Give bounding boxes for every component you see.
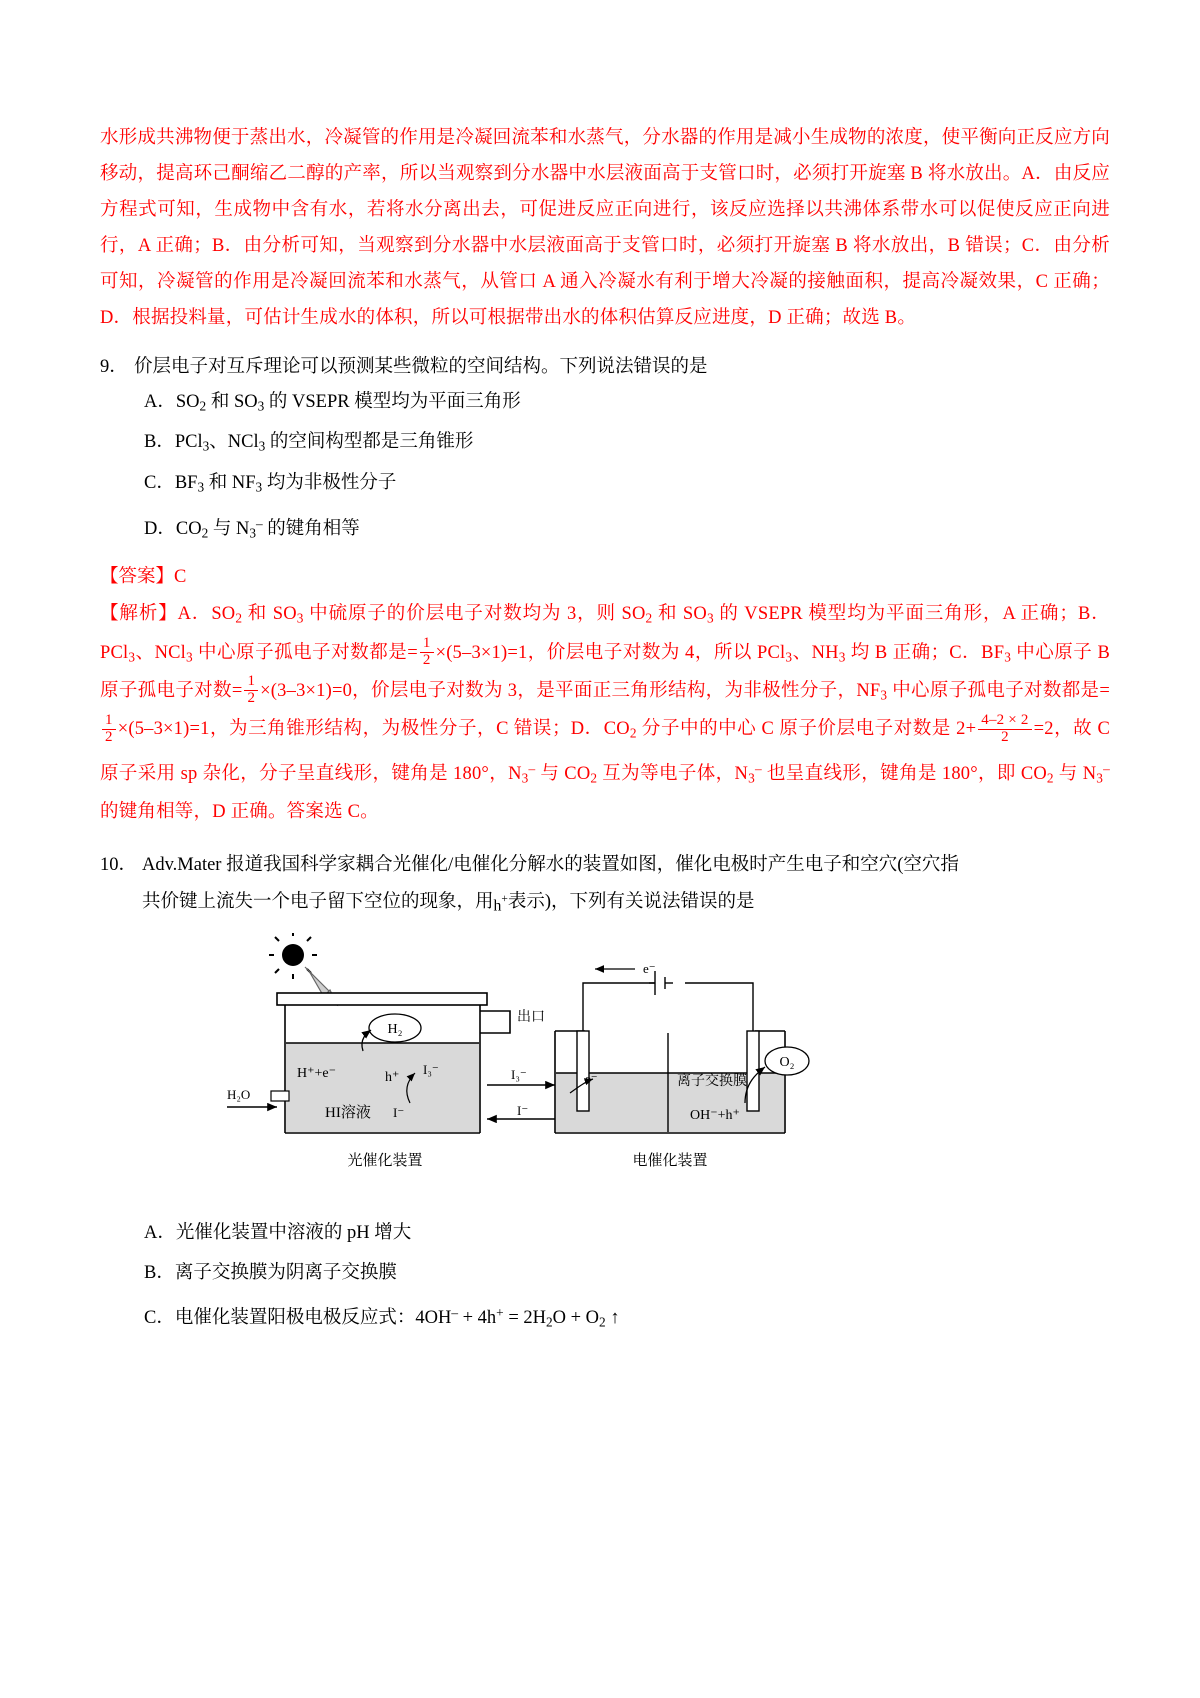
- option-a-text: $SO_2$ 和 $SO_3$ 的 VSEPR 模型均为平面三角形: [175, 392, 521, 414]
- i-minus-transfer-label: I⁻: [517, 1103, 529, 1119]
- membrane-label: 离子交换膜: [677, 1074, 747, 1090]
- i3-transfer-label: I₃⁻: [511, 1067, 527, 1083]
- q10-option-c-label: C．: [144, 1308, 175, 1329]
- fraction-4: [978, 713, 1031, 746]
- fraction-3-numerator: 1: [102, 713, 116, 730]
- hplus-e-label: H⁺+e⁻: [297, 1066, 336, 1082]
- question-9-analysis: [100, 597, 1110, 830]
- analysis-part-4: ×(5–3×1)=1，为三角锥形结构，为极性分子，C 错误；D．$CO_2$ 分子中的中心 C 原子价层电子对数是 2+: [117, 719, 977, 741]
- page-content: [100, 120, 1110, 1343]
- fraction-3: [102, 713, 116, 746]
- option-d-text: $CO_2$ 与 $N_3^-$ 的键角相等: [175, 515, 360, 541]
- external-circuit: [583, 971, 753, 1031]
- question-10-option-b: [144, 1253, 1110, 1293]
- analysis-part-5: =2，故 C 原子采用 sp 杂化，分子呈直线形，键角是 180°，$N_3^-$ 与 $CO_2$ 互为等电子体，$N_3^-$ 也呈直线形，键角是 180°，即 $CO_2$ 与 $N_3^-$ 的键角相等，D 正确。答案选 C。: [100, 719, 1110, 822]
- hi-solution-label: HI溶液: [325, 1105, 371, 1122]
- anode-electrode: [747, 1031, 759, 1111]
- fraction-1-denominator: 2: [422, 651, 431, 668]
- fraction-2-numerator: 1: [244, 674, 258, 691]
- question-10-option-a: [144, 1213, 1110, 1253]
- q10-option-b-label: B．: [144, 1263, 175, 1284]
- question-10-stem-row: [100, 848, 1110, 882]
- question-9-option-a: [144, 384, 1110, 424]
- question-9-option-c: [144, 465, 1110, 505]
- question-9-stem: 价层电子对互斥理论可以预测某些微粒的空间结构。下列说法错误的是: [134, 357, 708, 377]
- i-minus-left-label: I⁻: [393, 1105, 405, 1121]
- analysis-part-3: ×(3–3×1)=0，价层电子对数为 3，是平面正三角形结构，为非极性分子，$NF_3$ 中心原子孤电子对数都是=: [260, 680, 1110, 703]
- question-9-stem-row: [100, 350, 1110, 384]
- electron-label: e⁻: [643, 961, 656, 977]
- question-9-option-d: [144, 505, 1110, 551]
- fraction-1-numerator: 1: [420, 636, 434, 653]
- option-c-text: $BF_3$ 和 $NF_3$ 均为非极性分子: [174, 472, 397, 494]
- fraction-3-denominator: 2: [105, 728, 113, 745]
- question-10-options: [100, 1213, 1110, 1342]
- answer-label: 【答案】: [100, 567, 175, 588]
- fraction-2-denominator: 2: [247, 690, 256, 707]
- figure-photocatalysis-device: [100, 933, 1110, 1203]
- h2-label: H₂: [387, 1022, 403, 1038]
- explanation-top-text: 水形成共沸物便于蒸出水，冷凝管的作用是冷凝回流苯和水蒸气，分水器的作用是减小生成物的浓度，使平衡向正反应方向移动，提高环己酮缩乙二醇的产率，所以当观察到分水器中水层液面高于支管口时，必须打开旋塞 B 将水放出。A．由反应方程式可知，生成物中含有水，若将水分离出去，可促进反应正向进行，该反应选择以共沸体系带水可以促使反应正向进行，A 正确；B．由分析可知，当观察到分水器中水层液面高于支管口时，必须打开旋塞 B 将水放出，B 错误；C．由分析可知，冷凝管的作用是冷凝回流苯和水蒸气，从管口 A 通入冷凝水有利于增大冷凝的接触面积，提高冷凝效果，C 正确；D．根据投料量，可估计生成水的体积，所以可根据带出水的体积估算反应进度，D 正确；故选 B。: [100, 128, 1110, 328]
- fraction-1: [420, 636, 434, 669]
- q10-option-b-text: 离子交换膜为阴离子交换膜: [174, 1263, 397, 1284]
- analysis-part-1: A．$SO_2$ 和 $SO_3$ 中硫原子的价层电子对数均为 3，则 $SO_2$ 和 $SO_3$ 的 VSEPR 模型均为平面三角形，A 正确；B．PCl$_3$、NCl$_3$ 中心原子孤电子对数都是=: [100, 604, 1110, 664]
- question-10: [100, 848, 1110, 1343]
- fraction-4-denominator: 2: [1001, 728, 1009, 745]
- option-b-text: PCl$_3$、NCl$_3$ 的空间构型都是三角锥形: [174, 432, 474, 454]
- q10-option-c-text: 电催化装置阳极电极反应式：$4OH^- + 4h^+ = 2H_2O + O_2$ ↑: [174, 1305, 620, 1330]
- option-c-label: C．: [144, 472, 175, 493]
- question-10-number: 10．: [100, 854, 138, 875]
- question-9-number: 9．: [100, 357, 128, 377]
- question-10-stem-line1: Adv.Mater 报道我国科学家耦合光催化/电催化分解水的装置如图，催化电极时产生电子和空穴(空穴指: [142, 854, 959, 875]
- analysis-label: 【解析】: [100, 604, 178, 625]
- outlet-label: 出口: [517, 1010, 545, 1026]
- fraction-4-numerator: 4–2 × 2: [978, 713, 1031, 730]
- option-d-label: D．: [144, 518, 176, 539]
- option-a-label: A．: [144, 392, 176, 412]
- option-b-label: B．: [144, 432, 175, 453]
- explanation-paragraph-top: [100, 120, 1110, 336]
- fraction-2: [244, 674, 258, 707]
- question-10-stem-row-2: [142, 882, 1110, 923]
- q10-option-a-label: A．: [144, 1223, 176, 1244]
- inlet-port: [271, 1091, 289, 1101]
- question-9-answer: [100, 559, 1110, 595]
- oh-hole-label: OH⁻+h⁺: [690, 1108, 740, 1124]
- e-minus-cathode-label: e⁻: [585, 1071, 598, 1087]
- i3-left-label: I₃⁻: [423, 1062, 439, 1078]
- o2-label: O₂: [779, 1055, 795, 1071]
- analysis-part-2: ×(5–3×1)=1，价层电子对数为 4，所以 PCl$_3$、$NH_3$ 均 B 正确；C．$BF_3$ 中心原子 B 原子孤电子对数=: [100, 642, 1110, 701]
- caption-left: 光催化装置: [347, 1153, 423, 1170]
- question-9-option-b: [144, 424, 1110, 464]
- h2o-inlet-label: H₂O: [227, 1087, 251, 1103]
- question-9: [100, 350, 1110, 830]
- hole-label: h⁺: [385, 1070, 400, 1086]
- question-10-option-c: [144, 1293, 1110, 1342]
- question-10-stem-line2: 共价键上流失一个电子留下空位的现象，用$_h$+表示)，下列有关说法错误的是: [142, 892, 755, 915]
- solution-fill: [286, 1043, 479, 1132]
- q10-option-a-text: 光催化装置中溶液的 pH 增大: [175, 1223, 412, 1244]
- caption-right: 电催化装置: [632, 1153, 708, 1170]
- answer-value: C: [174, 567, 187, 588]
- device-diagram-svg: [225, 933, 985, 1203]
